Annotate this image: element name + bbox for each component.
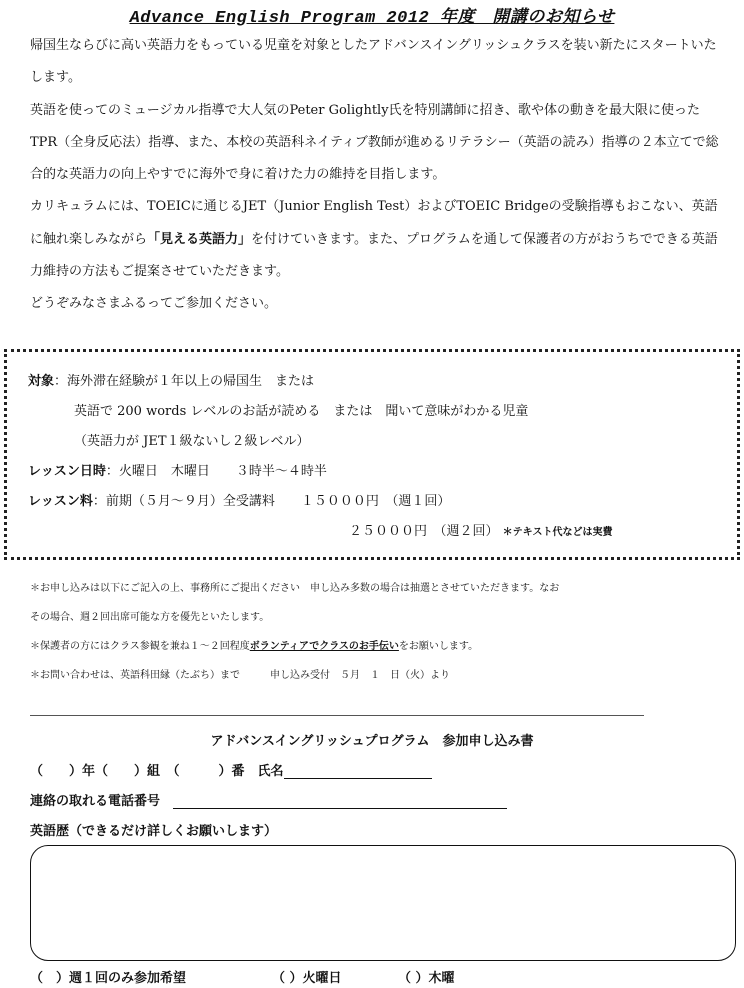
note-3-a: ＊保護者の方にはクラス参観を兼ね１～２回程度 bbox=[30, 641, 250, 652]
text-cost-note: ＊テキスト代などは実費 bbox=[502, 527, 613, 538]
note-2: その場合、週２回出席可能な方を優先といたします。 bbox=[30, 612, 270, 623]
note-3-c: をお願いします。 bbox=[398, 641, 479, 652]
class-name-row bbox=[30, 760, 432, 779]
intro-text bbox=[30, 30, 720, 321]
option-thursday[interactable]: （ ）木曜 bbox=[398, 971, 455, 986]
volunteer-emphasis: ボランティアでクラスのお手伝い bbox=[249, 641, 399, 652]
note-1: ＊お申し込みは以下にご記入の上、事務所にご提出ください 申し込み多数の場合は抽選とさせていただきます。なお bbox=[30, 583, 560, 594]
intro-paragraph-4: どうぞみなさまふるってご参加ください。 bbox=[30, 296, 278, 312]
lesson-days-label: レッスン日時 bbox=[28, 464, 106, 479]
emphasis-visible-english: 「見える英語力」 bbox=[147, 231, 252, 247]
target-label: 対象 bbox=[28, 374, 55, 389]
form-title: アドバンスイングリッシュプログラム 参加申し込み書 bbox=[210, 734, 534, 749]
option-tuesday[interactable]: （ ）火曜日 bbox=[272, 971, 342, 986]
option-once-weekly[interactable]: （ ）週１回のみ参加希望 bbox=[30, 971, 187, 986]
phone-label: 連絡の取れる電話番号 bbox=[30, 794, 161, 809]
target-text-3: （英語力が JET１級ないし２級レベル） bbox=[74, 434, 310, 449]
target-text-1: ：海外滞在経験が１年以上の帰国生 または bbox=[54, 374, 315, 389]
lesson-fee-line-2-row bbox=[349, 520, 612, 539]
lesson-fee-line-2: ２５０００円 （週２回） bbox=[349, 524, 499, 539]
name-field[interactable] bbox=[284, 764, 432, 779]
target-row bbox=[28, 370, 314, 389]
lesson-fee-row bbox=[28, 490, 450, 509]
intro-paragraph-1: 帰国生ならびに高い英語力をもっている児童を対象としたアドバンスイングリッシュクラスを装い新たにスタートいたします。 bbox=[30, 38, 717, 86]
lesson-fee-line-1: ：前期（５月～９月）全受講料 １５０００円 （週１回） bbox=[92, 494, 451, 509]
english-history-field[interactable] bbox=[30, 845, 736, 961]
history-label: 英語歴（できるだけ詳しくお願いします） bbox=[30, 824, 278, 839]
page-title: Advance English Program 2012 年度 開講のお知らせ bbox=[129, 9, 615, 28]
notes bbox=[30, 574, 730, 690]
phone-field[interactable] bbox=[173, 794, 507, 809]
lesson-fee-label: レッスン料 bbox=[28, 494, 93, 509]
note-3 bbox=[30, 632, 730, 661]
divider-line bbox=[30, 715, 644, 716]
intro-paragraph-2: 英語を使ってのミュージカル指導で大人気のPeter Golightly氏を特別講師に招き、歌や体の動きを最大限に使ったTPR（全身反応法）指導、また、本校の英語科ネイティブ教師が進めるリテラシー（英語の読み）指導の２本立てで総合的な英語力の向上やすでに海外で身に着けた力の維持を目指します。 bbox=[30, 102, 719, 183]
lesson-days-value: ：火曜日 木曜日 ３時半～４時半 bbox=[105, 464, 327, 479]
phone-row bbox=[30, 790, 507, 809]
target-text-2: 英語で 200 words レベルのお話が読める または 聞いて意味がわかる児童 bbox=[74, 404, 529, 419]
class-name-label: （ ）年（ ）組 （ ）番 氏名 bbox=[30, 764, 284, 779]
intro-paragraph-3 bbox=[30, 191, 720, 288]
intro-p3-a: カリキュラムには、TOEICに通じるJET（Junior English Test）およびTOEIC Bridgeの受験指導もおこない、英語に触れ楽しみながら bbox=[30, 199, 718, 247]
lesson-days-row bbox=[28, 460, 327, 479]
note-4: ＊お問い合わせは、英語科田縁（たぶち）まで 申し込み受付 ５月 １ 日（火）より bbox=[30, 670, 450, 681]
intro-p3-c: を付けていきます。また、プログラムを通して保護者の方がおうちでできる英語力維持の方法もご提案させていただきます。 bbox=[30, 231, 718, 280]
